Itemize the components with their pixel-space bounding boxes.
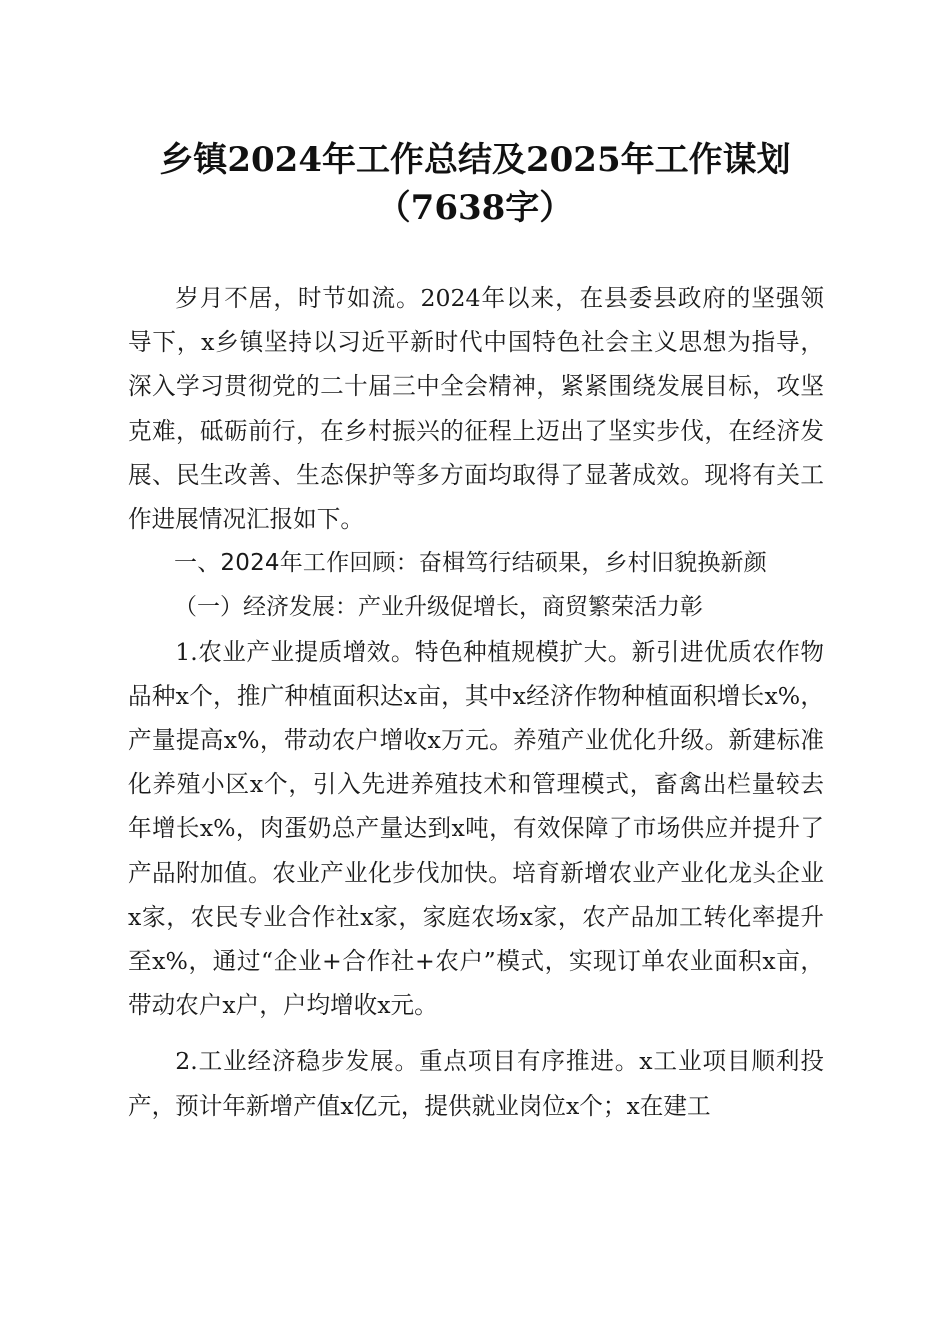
intro-paragraph: 岁月不居，时节如流。2024年以来，在县委县政府的坚强领导下，x乡镇坚持以习近平新时代中国特色社会主义思想为指导，深入学习贯彻党的二十届三中全会精神，紧紧围绕发展目标，攻坚克难，砥砺前行，在乡村振兴的征程上迈出了坚实步伐，在经济发展、民生改善、生态保护等多方面均取得了显著成效。现将有关工作进展情况汇报如下。: [128, 284, 824, 534]
subsection-heading: （一）经济发展：产业升级促增长，商贸繁荣活力彰: [174, 594, 703, 621]
paragraph-agriculture: 1.农业产业提质增效。特色种植规模扩大。新引进优质农作物品种x个，推广种植面积达x亩，其中x经济作物种植面积增长x%，产量提高x%，带动农户增收x万元。养殖产业优化升级。新建标准化养殖小区x个，引入先进养殖技术和管理模式，畜禽出栏量较去年增长x%，肉蛋奶总产量达到x吨，有效保障了市场供应并提升了产品附加值。农业产业化步伐加快。培育新增农业产业化龙头企业x家，农民专业合作社x家，家庭农场x家，农产品加工转化率提升至x%，通过“企业+合作社+农户”模式，实现订单农业面积x亩，带动农户x户，户均增收x元。: [128, 637, 824, 1020]
title-line-wordcount: （7638字）: [376, 188, 574, 228]
section-heading-1: 一、2024年工作回顾：奋楫笃行结硕果，乡村旧貌换新颜: [174, 550, 767, 577]
paragraph-industry: 2.工业经济稳步发展。重点项目有序推进。x工业项目顺利投产，预计年新增产值x亿元，提供就业岗位x个；x在建工: [128, 1047, 824, 1120]
document-body: [128, 276, 824, 1128]
title-line-main: 乡镇2024年工作总结及2025年工作谋划: [159, 140, 791, 180]
document-title: [100, 136, 850, 232]
